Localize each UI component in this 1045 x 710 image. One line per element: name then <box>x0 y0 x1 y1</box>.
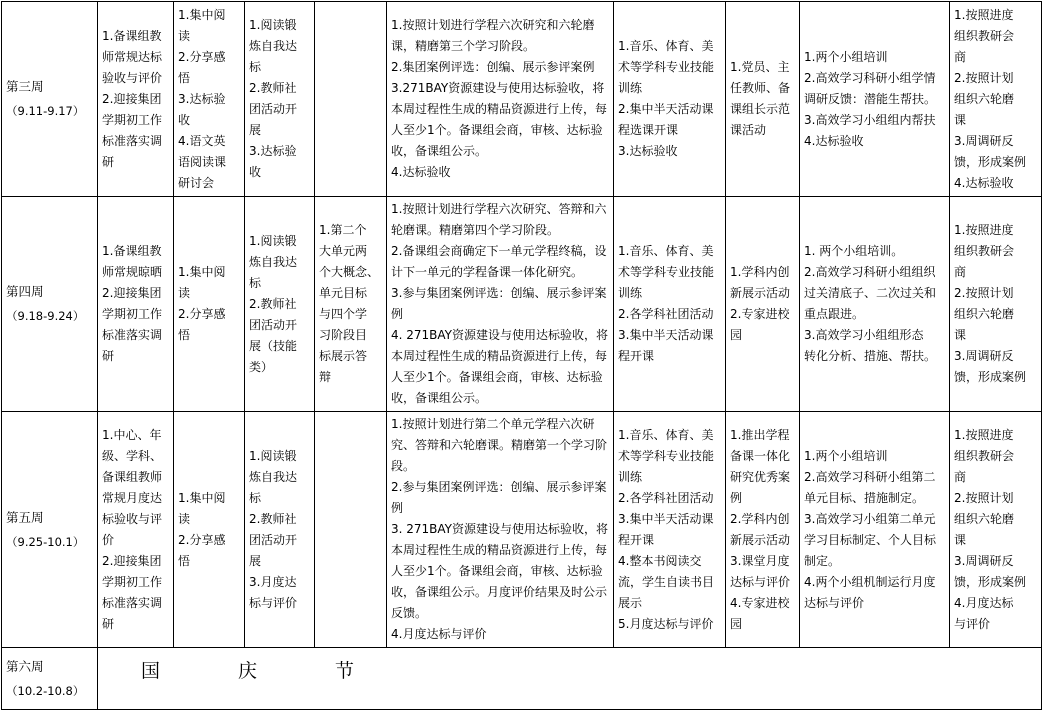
cell-text-line: 术等学科专业技能 <box>618 448 715 463</box>
cell-text-line: 备课一体化 <box>730 448 791 463</box>
cell-text-line: 悟 <box>178 328 191 342</box>
cell-text-line: 炼自我达 <box>249 254 298 269</box>
cell-text-line: 1.中心、年 <box>102 427 162 442</box>
cell-text-line: 组织六轮磨 <box>954 511 1015 526</box>
cell-text-line: 标与评价 <box>249 595 298 610</box>
cell-text-line: 人至少1个。备课组会商，审核、达标验 <box>391 370 603 384</box>
cell-text-line: 收，备课组公示。 <box>391 391 488 405</box>
cell-text-line: 3.达标验 <box>249 144 297 158</box>
cell-text-line: 3.高效学习小组组形态 <box>804 328 924 342</box>
cell-text-line: 任教师、备 <box>730 81 791 95</box>
cell-text-line: 师常规达标 <box>102 49 163 64</box>
cell-text-line: 组织六轮磨 <box>954 91 1015 106</box>
cell-text-line: 辩 <box>319 370 332 384</box>
schedule-cell-c4 <box>315 197 387 412</box>
cell-text-line: 习阶段目 <box>319 328 368 342</box>
cell-text-line: 级、学科、 <box>102 448 163 463</box>
cell-text-line: 2.各学科社团活动 <box>618 307 714 321</box>
cell-text-line: 1.音乐、体育、美 <box>618 244 714 258</box>
cell-text-line: 1.党员、主 <box>730 60 790 74</box>
cell-text-line: 本周过程性生成的精品资源进行上传，每 <box>391 349 608 363</box>
schedule-cell-c1 <box>98 412 174 648</box>
cell-text-line: 术等学科专业技能 <box>618 265 715 279</box>
cell-text-line: 课 <box>954 532 967 547</box>
table-row <box>2 197 1042 412</box>
cell-text-line: 4.整本书阅读交 <box>618 553 702 568</box>
cell-text-line: 验收与评价 <box>102 70 163 85</box>
cell-text-line: 3.高效学习小组第二单元 <box>804 511 936 526</box>
cell-text-line: 重点跟进。 <box>804 307 865 321</box>
cell-text-line: 收 <box>249 165 262 179</box>
cell-text-line: 1.第二个 <box>319 223 367 237</box>
cell-text-line: 标展示答 <box>319 349 368 363</box>
cell-text-line: 学习目标制定、个人目标 <box>804 532 937 547</box>
cell-text-line: 例 <box>391 307 404 321</box>
cell-text-line: 2.按照计划 <box>954 286 1014 300</box>
cell-text-line: 标 <box>249 60 262 74</box>
cell-text-line: 过关清底子、二次过关和 <box>804 286 937 300</box>
cell-text-line: 1.学科内创 <box>730 265 790 279</box>
cell-text-line: 1.按照计划进行学程六次研究、答辩和六 <box>391 202 607 216</box>
cell-text-line: 1.阅读锻 <box>249 233 297 248</box>
cell-text-line: 2.迎接集团 <box>102 553 162 568</box>
cell-text-line: 个大概念、 <box>319 265 380 279</box>
cell-text-line: 例 <box>391 501 404 515</box>
cell-text-line: 标验收与评 <box>102 511 163 526</box>
schedule-cell-c2 <box>174 2 245 197</box>
holiday-label <box>102 661 1037 682</box>
cell-text-line: 4. 271BAY资源建设与使用达标验收，将 <box>391 328 609 342</box>
cell-text-line: 2.各学科社团活动 <box>618 490 714 505</box>
cell-text-line: 5.月度达标与评价 <box>618 616 714 631</box>
cell-text-line: 3.集中半天活动课 <box>618 511 714 526</box>
cell-text-line: 转化分析、措施、帮扶。 <box>804 349 937 363</box>
cell-text-line: 类） <box>249 359 274 374</box>
schedule-cell-c3 <box>245 2 315 197</box>
cell-text-line: 2.集团案例评选：创编、展示参评案例 <box>391 60 595 74</box>
week-cell <box>2 2 98 197</box>
cell-text-line: 课，精磨第三个学习阶段。 <box>391 39 536 53</box>
cell-text-line: 新展示活动 <box>730 532 791 547</box>
cell-text-line: 商 <box>954 49 967 64</box>
cell-text-line: 商 <box>954 265 967 279</box>
week-label: 第六周 <box>6 658 44 674</box>
cell-text-line: 与评价 <box>954 616 991 631</box>
cell-text-line: 1.阅读锻 <box>249 18 297 32</box>
cell-text-line: 单元目标、措施制定。 <box>804 490 925 505</box>
table-row <box>2 648 1042 710</box>
cell-text-line: 园 <box>730 328 743 342</box>
schedule-cell-c6 <box>614 2 726 197</box>
cell-text-line: 3.周调研反 <box>954 133 1014 148</box>
cell-text-line: 研 <box>102 616 115 631</box>
cell-text-line: 4.月度达标与评价 <box>391 627 487 641</box>
cell-text-line: 常规月度达 <box>102 490 163 505</box>
cell-text-line: 人至少1个。备课组会商，审核、达标验 <box>391 564 603 578</box>
cell-text-line: 收，备课组公示。 <box>391 144 488 158</box>
cell-text-line: 组织教研会 <box>954 244 1015 258</box>
cell-text-line: 2.参与集团案例评选：创编、展示参评案 <box>391 480 607 494</box>
cell-text-line: 1.按照进度 <box>954 7 1014 22</box>
cell-text-line: 课 <box>954 112 967 127</box>
cell-text-line: 2.迎接集团 <box>102 286 162 300</box>
schedule-cell-c8 <box>800 2 950 197</box>
cell-text-line: 1. 两个小组培训。 <box>804 244 904 258</box>
cell-text-line: 究、答辩和六轮磨课。精磨第一个学习阶 <box>391 438 608 452</box>
table-row <box>2 2 1042 197</box>
cell-text-line: 制定。 <box>804 553 841 568</box>
cell-text-line: 标准落实调 <box>102 595 163 610</box>
cell-text-line: 2.按照计划 <box>954 490 1014 505</box>
cell-text-line: 馈，形成案例 <box>954 154 1027 169</box>
cell-text-line: 2.迎接集团 <box>102 91 162 106</box>
cell-text-line: 炼自我达 <box>249 39 298 53</box>
cell-text-line: 学期初工作 <box>102 307 163 321</box>
cell-text-line: 达标与评价 <box>804 595 865 610</box>
cell-text-line: 展 <box>249 123 262 137</box>
cell-text-line: 本周过程性生成的精品资源进行上传，每 <box>391 543 608 557</box>
week-cell <box>2 412 98 648</box>
cell-text-line: 计下一单元的学程备课一体化研究。 <box>391 265 584 279</box>
schedule-cell-c5 <box>387 197 614 412</box>
cell-text-line: 3.达标验收 <box>618 144 678 158</box>
cell-text-line: 馈，形成案例 <box>954 370 1027 384</box>
cell-text-line: 研 <box>102 154 115 169</box>
cell-text-line: 研究优秀案 <box>730 469 791 484</box>
cell-text-line: 1.按照计划进行第二个单元学程六次研 <box>391 417 595 431</box>
cell-text-line: 2.分享感 <box>178 532 226 547</box>
cell-text-line: 3.集中半天活动课 <box>618 328 714 342</box>
week-cell <box>2 648 98 710</box>
cell-text-line: 2.高效学习科研小组学情 <box>804 70 936 85</box>
week-label: 第五周 <box>6 509 44 525</box>
cell-text-line: 3.271BAY资源建设与使用达标验收，将 <box>391 81 605 95</box>
cell-text-line: 例 <box>730 490 743 505</box>
cell-text-line: 读 <box>178 286 191 300</box>
schedule-cell-c7 <box>726 412 800 648</box>
cell-text-line: 段。 <box>391 459 416 473</box>
schedule-cell-c1 <box>98 2 174 197</box>
schedule-cell-c6 <box>614 197 726 412</box>
cell-text-line: 2.教师社 <box>249 296 297 311</box>
cell-text-line: 1.按照计划进行学程六次研究和六轮磨 <box>391 18 595 32</box>
cell-text-line: 2.分享感 <box>178 49 226 64</box>
cell-text-line: 1.按照进度 <box>954 427 1014 442</box>
cell-text-line: 1.备课组教 <box>102 28 162 43</box>
cell-text-line: 1.按照进度 <box>954 223 1014 237</box>
cell-text-line: 训练 <box>618 286 643 300</box>
cell-text-line: 团活动开 <box>249 317 298 332</box>
weekly-schedule-table <box>1 1 1042 710</box>
cell-text-line: 2.高效学习科研小组第二 <box>804 469 936 484</box>
schedule-cell-c7 <box>726 197 800 412</box>
cell-text-line: 程选课开课 <box>618 123 679 137</box>
cell-text-line: 商 <box>954 469 967 484</box>
cell-text-line: 团活动开 <box>249 102 298 116</box>
cell-text-line: 课 <box>954 328 967 342</box>
cell-text-line: 1.集中阅 <box>178 490 226 505</box>
cell-text-line: 1.音乐、体育、美 <box>618 427 714 442</box>
week-label: 第四周 <box>6 284 44 299</box>
cell-text-line: 课组长示范 <box>730 102 791 116</box>
table-row <box>2 412 1042 648</box>
week-date-range: （10.2-10.8） <box>6 683 85 698</box>
cell-text-line: 程开课 <box>618 532 655 547</box>
cell-text-line: 4.达标验收 <box>391 165 451 179</box>
holiday-char: 庆 <box>238 660 258 682</box>
cell-text-line: 2.分享感 <box>178 307 226 321</box>
cell-text-line: 组织教研会 <box>954 28 1015 43</box>
table-body <box>2 2 1042 710</box>
cell-text-line: 研讨会 <box>178 175 215 190</box>
cell-text-line: 1.阅读锻 <box>249 448 297 463</box>
cell-text-line: 展 <box>249 553 262 568</box>
cell-text-line: 3.周调研反 <box>954 349 1014 363</box>
cell-text-line: 2.集中半天活动课 <box>618 102 714 116</box>
cell-text-line: 标 <box>249 490 262 505</box>
cell-text-line: 3.达标验 <box>178 91 226 106</box>
cell-text-line: 调研反馈：潜能生帮扶。 <box>804 91 937 106</box>
cell-text-line: 4.两个小组机制运行月度 <box>804 574 936 589</box>
cell-text-line: 4.语文英 <box>178 133 226 148</box>
cell-text-line: 1.两个小组培训 <box>804 49 888 64</box>
cell-text-line: 价 <box>102 532 115 547</box>
cell-text-line: 3. 271BAY资源建设与使用达标验收，将 <box>391 522 609 536</box>
cell-text-line: 团活动开 <box>249 532 298 547</box>
cell-text-line: 训练 <box>618 81 643 95</box>
cell-text-line: 学期初工作 <box>102 574 163 589</box>
schedule-cell-c1 <box>98 197 174 412</box>
schedule-cell-c6 <box>614 412 726 648</box>
cell-text-line: 收 <box>178 112 191 127</box>
cell-text-line: 术等学科专业技能 <box>618 60 715 74</box>
cell-text-line: 大单元两 <box>319 244 368 258</box>
schedule-cell-c2 <box>174 197 245 412</box>
schedule-cell-c5 <box>387 2 614 197</box>
cell-text-line: 2.学科内创 <box>730 511 790 526</box>
cell-text-line: 备课组教师 <box>102 469 163 484</box>
cell-text-line: 本周过程性生成的精品资源进行上传，每 <box>391 102 608 116</box>
cell-text-line: 学期初工作 <box>102 112 163 127</box>
cell-text-line: 标准落实调 <box>102 328 163 342</box>
week-date-range: （9.18-9.24） <box>6 309 85 323</box>
schedule-cell-c5 <box>387 412 614 648</box>
cell-text-line: 训练 <box>618 469 643 484</box>
schedule-cell-c4 <box>315 412 387 648</box>
cell-text-line: 1.备课组教 <box>102 244 162 258</box>
cell-text-line: 流，学生自读书目 <box>618 574 715 589</box>
schedule-cell-c3 <box>245 197 315 412</box>
cell-text-line: 反馈。 <box>391 606 428 620</box>
cell-text-line: 课活动 <box>730 123 767 137</box>
holiday-char: 节 <box>335 660 355 682</box>
cell-text-line: 与四个学 <box>319 307 368 321</box>
schedule-cell-c4 <box>315 2 387 197</box>
cell-text-line: 标准落实调 <box>102 133 163 148</box>
cell-text-line: 馈，形成案例 <box>954 574 1027 589</box>
holiday-cell <box>98 648 1042 710</box>
week-date-range: （9.11-9.17） <box>6 104 85 118</box>
cell-text-line: 3.课堂月度 <box>730 553 790 568</box>
cell-text-line: 收，备课组公示。月度评价结果及时公示 <box>391 585 608 599</box>
schedule-cell-c8 <box>800 412 950 648</box>
cell-text-line: 新展示活动 <box>730 286 791 300</box>
cell-text-line: 语阅读课 <box>178 154 227 169</box>
cell-text-line: 4.达标验收 <box>804 133 864 148</box>
cell-text-line: 园 <box>730 616 743 631</box>
week-label: 第三周 <box>6 79 44 94</box>
cell-text-line: 悟 <box>178 553 191 568</box>
cell-text-line: 读 <box>178 28 191 43</box>
cell-text-line: 2.按照计划 <box>954 70 1014 85</box>
cell-text-line: 研 <box>102 349 115 363</box>
week-date-range: （9.25-10.1） <box>6 534 85 549</box>
cell-text-line: 标 <box>249 275 262 290</box>
cell-text-line: 4.达标验收 <box>954 175 1014 190</box>
schedule-cell-c8 <box>800 197 950 412</box>
cell-text-line: 1.推出学程 <box>730 427 790 442</box>
cell-text-line: 炼自我达 <box>249 469 298 484</box>
schedule-cell-c3 <box>245 412 315 648</box>
cell-text-line: 人至少1个。备课组会商，审核、达标验 <box>391 123 603 137</box>
cell-text-line: 2.备课组会商确定下一单元学程终稿，设 <box>391 244 607 258</box>
schedule-cell-c9 <box>950 2 1042 197</box>
cell-text-line: 1.音乐、体育、美 <box>618 39 714 53</box>
cell-text-line: 1.集中阅 <box>178 7 226 22</box>
schedule-cell-c9 <box>950 197 1042 412</box>
cell-text-line: 组织教研会 <box>954 448 1015 463</box>
schedule-cell-c9 <box>950 412 1042 648</box>
cell-text-line: 达标与评价 <box>730 574 791 589</box>
cell-text-line: 师常规晾晒 <box>102 265 163 279</box>
cell-text-line: 2.专家进校 <box>730 307 790 321</box>
holiday-char: 国 <box>141 660 161 682</box>
cell-text-line: 3.参与集团案例评选：创编、展示参评案 <box>391 286 607 300</box>
cell-text-line: 展（技能 <box>249 338 298 353</box>
cell-text-line: 3.周调研反 <box>954 553 1014 568</box>
cell-text-line: 单元目标 <box>319 286 368 300</box>
week-cell <box>2 197 98 412</box>
cell-text-line: 程开课 <box>618 349 655 363</box>
cell-text-line: 3.高效学习小组组内帮扶 <box>804 112 936 127</box>
schedule-cell-c7 <box>726 2 800 197</box>
cell-text-line: 4.专家进校 <box>730 595 790 610</box>
cell-text-line: 3.月度达 <box>249 574 297 589</box>
cell-text-line: 2.高效学习科研小组组织 <box>804 265 936 279</box>
cell-text-line: 轮磨课。精磨第四个学习阶段。 <box>391 223 560 237</box>
cell-text-line: 组织六轮磨 <box>954 307 1015 321</box>
cell-text-line: 1.集中阅 <box>178 265 226 279</box>
cell-text-line: 4.月度达标 <box>954 595 1014 610</box>
cell-text-line: 展示 <box>618 595 643 610</box>
cell-text-line: 2.教师社 <box>249 81 297 95</box>
cell-text-line: 读 <box>178 511 191 526</box>
cell-text-line: 悟 <box>178 70 191 85</box>
cell-text-line: 1.两个小组培训 <box>804 448 888 463</box>
schedule-cell-c2 <box>174 412 245 648</box>
cell-text-line: 2.教师社 <box>249 511 297 526</box>
